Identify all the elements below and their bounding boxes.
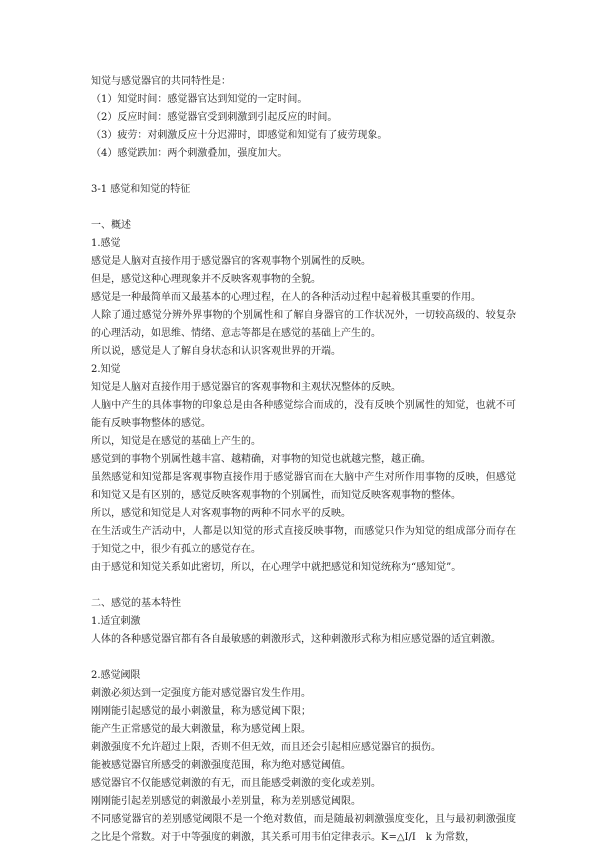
stimulus-title: 1.适宜刺激 [91, 616, 141, 627]
paragraph: 感觉器官不仅能感觉刺激的有无，而且能感受刺激的变化或差别。 [91, 778, 381, 789]
paragraph: 所以说，感觉是人了解自身状态和认识客观世界的开端。 [91, 346, 341, 357]
paragraph: 人脑中产生的具体事物的印象总是由各种感觉综合而成的，没有反映个别属性的知觉，也就不可能有反映事物整体的感觉。 [91, 400, 516, 429]
paragraph: 刺激强度不允许超过上限，否则不但无效，而且还会引起相应感觉器官的损伤。 [91, 742, 441, 753]
paragraph: 刚刚能引起感觉的最小刺激量，称为感觉阈下限； [91, 706, 311, 717]
paragraph: 感觉到的事物个别属性越丰富、越精确，对事物的知觉也就越完整，越正确。 [91, 454, 431, 465]
threshold-title: 2.感觉阈限 [91, 670, 141, 681]
paragraph: 感觉是人脑对直接作用于感觉器官的客观事物个别属性的反映。 [91, 256, 371, 267]
paragraph: 人除了通过感觉分辨外界事物的个别属性和了解自身器官的工作状况外，一切较高级的、较复杂的心理活动，如思维、情绪、意志等都是在感觉的基础上产生的。 [91, 310, 516, 339]
intro-item: （1）知觉时间：感觉器官达到知觉的一定时间。 [91, 94, 308, 105]
paragraph: 不同感觉器官的差别感觉阈限不是一个绝对数值，而是随最初刺激强度变化，且与最初刺激强度之比是个常数。对于中等强度的刺激，其关系可用韦伯定律表示。K=△I/I k 为常数， [91, 814, 516, 843]
paragraph: 所以，感觉和知觉是人对客观事物的两种不同水平的反映。 [91, 508, 351, 519]
paragraph: 但是，感觉这种心理现象并不反映客观事物的全貌。 [91, 274, 321, 285]
paragraph: 感觉是一种最简单而又最基本的心理过程，在人的各种活动过程中起着极其重要的作用。 [91, 292, 481, 303]
intro-item: （4）感觉跌加：两个刺激叠加，强度加大。 [91, 148, 288, 159]
paragraph: 能被感觉器官所感受的刺激强度范围，称为绝对感觉阈值。 [91, 760, 351, 771]
overview-heading: 一、概述 [91, 220, 131, 231]
paragraph: 能产生正常感觉的最大刺激量，称为感觉阈上限。 [91, 724, 311, 735]
intro-heading: 知觉与感觉器官的共同特性是： [91, 76, 231, 87]
section-title: 3-1 感觉和知觉的特征 [91, 184, 191, 195]
perception-title: 2.知觉 [91, 364, 121, 375]
paragraph: 人体的各种感觉器官都有各自最敏感的刺激形式，这种刺激形式称为相应感觉器的适宜刺激。 [91, 634, 501, 645]
paragraph: 由于感觉和知觉关系如此密切，所以，在心理学中就把感觉和知觉统称为“感知觉”。 [91, 562, 462, 573]
characteristics-heading: 二、感觉的基本特性 [91, 598, 181, 609]
paragraph: 在生活或生产活动中，人都是以知觉的形式直接反映事物，而感觉只作为知觉的组成部分而存在于知觉之中，很少有孤立的感觉存在。 [91, 526, 516, 555]
paragraph: 知觉是人脑对直接作用于感觉器官的客观事物和主观状况整体的反映。 [91, 382, 401, 393]
sensation-title: 1.感觉 [91, 238, 121, 249]
intro-item: （3）疲劳：对刺激反应十分迟滞时，即感觉和知觉有了疲劳现象。 [91, 130, 388, 141]
document-page [91, 73, 516, 847]
paragraph: 虽然感觉和知觉都是客观事物直接作用于感觉器官而在大脑中产生对所作用事物的反映，但感觉和知觉又是有区别的，感觉反映客观事物的个别属性，而知觉反映客观事物的整体。 [91, 472, 516, 501]
paragraph: 刚刚能引起差别感觉的刺激最小差别量，称为差别感觉阈限。 [91, 796, 361, 807]
paragraph: 所以，知觉是在感觉的基础上产生的。 [91, 436, 261, 447]
paragraph: 刺激必须达到一定强度方能对感觉器官发生作用。 [91, 688, 311, 699]
intro-item: （2）反应时间：感觉器官受到刺激到引起反应的时间。 [91, 112, 338, 123]
